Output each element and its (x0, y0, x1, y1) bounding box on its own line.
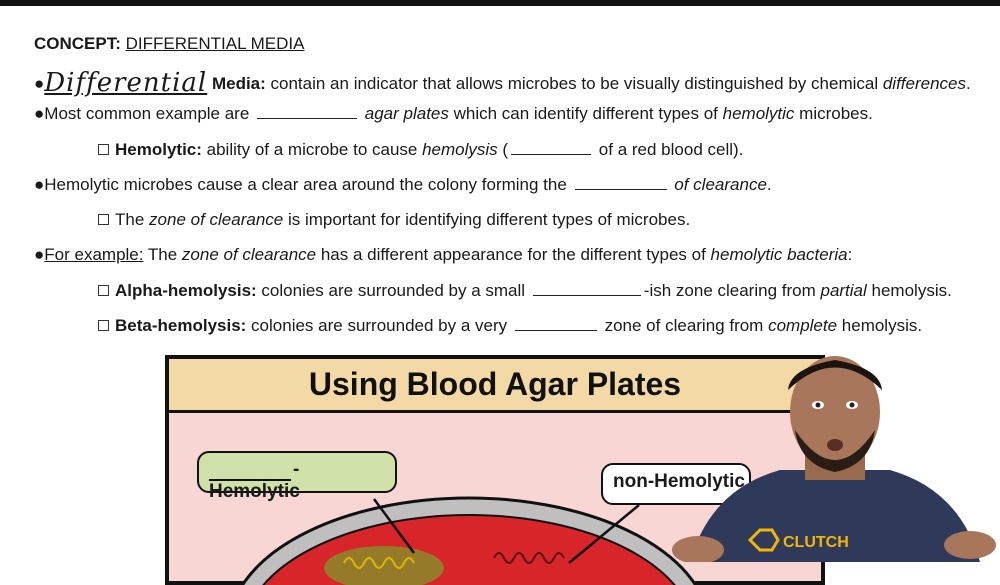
sub-alpha-hemolysis: Alpha-hemolysis: colonies are surrounded by a small -ish zone clearing from partial hemolysis. (98, 281, 952, 301)
fill-in-blank (575, 175, 667, 190)
fill-in-blank (257, 104, 357, 119)
bullet-for-example: ●For example: The zone of clearance has a different appearance for the different types of hemolytic bacteria: (34, 245, 853, 264)
sub-hemolytic-definition: Hemolytic: ability of a microbe to cause hemolysis ( of a red blood cell). (98, 140, 743, 160)
checkbox-bullet-icon (98, 214, 109, 225)
bullet-clear-area: ●Hemolytic microbes cause a clear area around the colony forming the of clearance. (34, 175, 772, 194)
presenter-mouth (827, 439, 843, 451)
agar-surface (244, 515, 694, 585)
fill-in-blank (209, 463, 291, 481)
presenter-video-overlay (670, 350, 1000, 562)
bullet-differential: ●Differential Media: contain an indicator that allows microbes to be visually distinguished by chemical differences. (34, 68, 971, 98)
non-hemolytic-label: non-Hemolytic (601, 463, 751, 505)
fill-in-blank (515, 316, 597, 331)
sub-zone-of-clearance: The zone of clearance is important for identifying different types of microbes. (98, 210, 690, 230)
concept-heading: CONCEPT: DIFFERENTIAL MEDIA (34, 34, 305, 53)
fill-in-blank (533, 281, 641, 296)
figure-title: Using Blood Agar Plates (169, 359, 821, 413)
shirt-text: CLUTCH (783, 534, 849, 551)
presenter-hand (944, 531, 996, 559)
fill-in-blank (511, 140, 591, 155)
checkbox-bullet-icon (98, 144, 109, 155)
handwritten-answer: Differential (44, 68, 208, 98)
top-bar (0, 0, 1000, 6)
sub-beta-hemolysis: Beta-hemolysis: colonies are surrounded by a very zone of clearing from complete hemolysis. (98, 316, 922, 336)
hemolytic-label: -Hemolytic (197, 451, 397, 493)
bullet-common-example: ●Most common example are agar plates which can identify different types of hemolytic microbes. (34, 104, 873, 123)
checkbox-bullet-icon (98, 320, 109, 331)
checkbox-bullet-icon (98, 285, 109, 296)
